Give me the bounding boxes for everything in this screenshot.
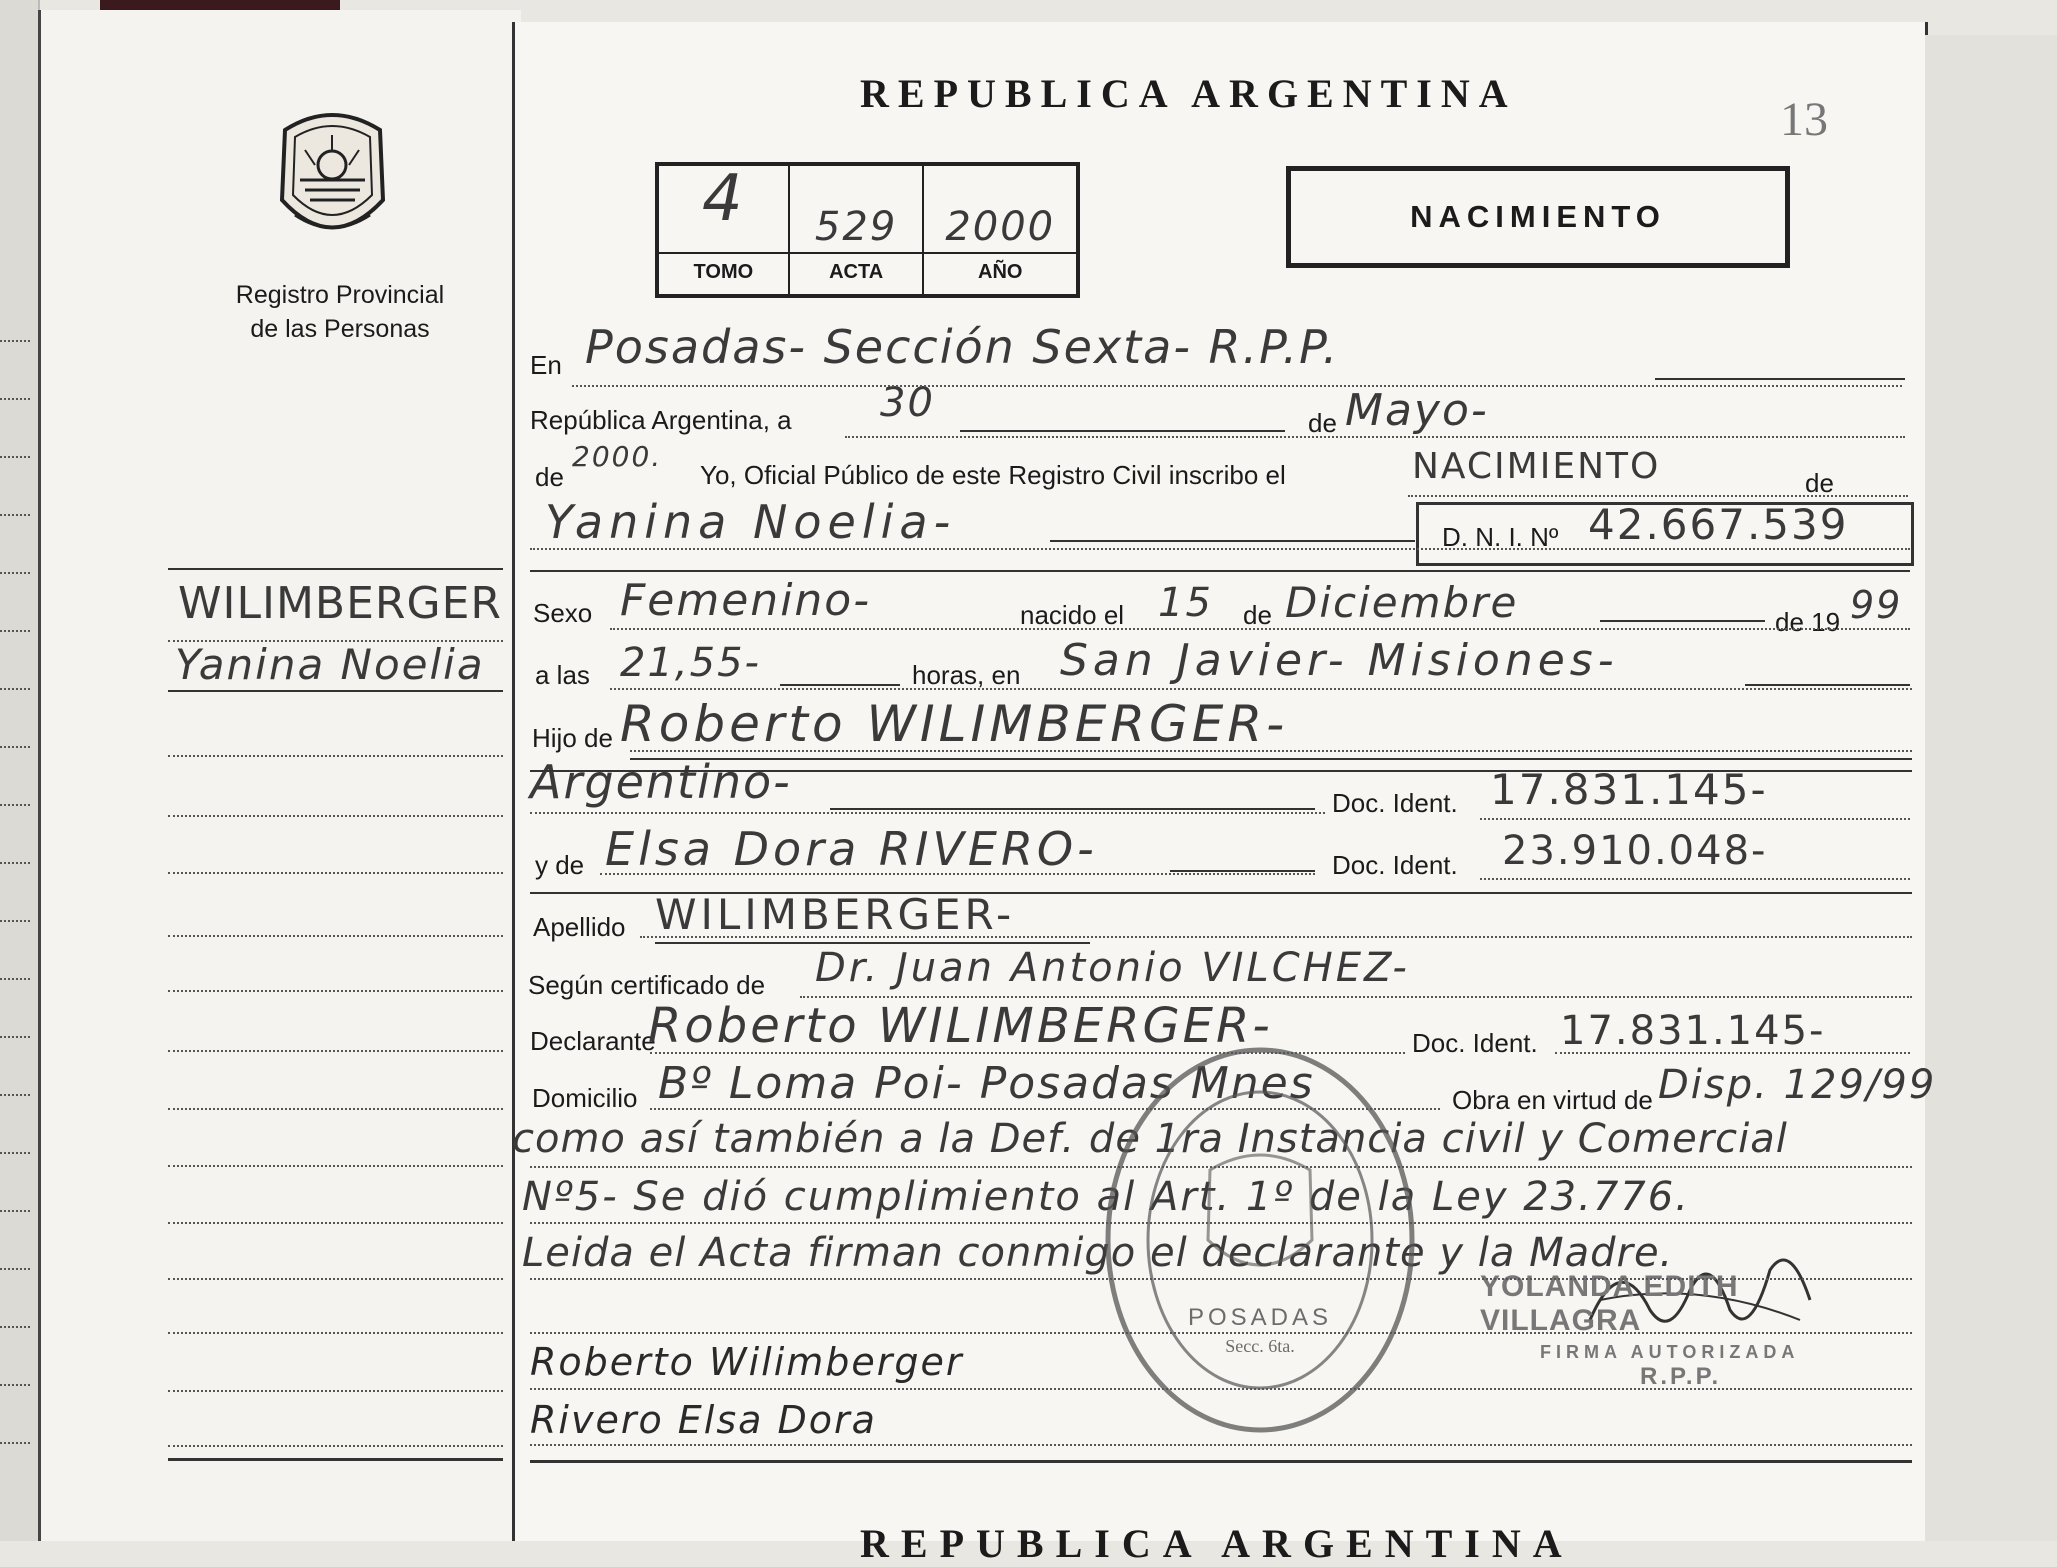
label-domicilio: Domicilio xyxy=(532,1083,638,1113)
signature-mother: Rivero Elsa Dora xyxy=(530,1398,877,1442)
entry-birth-place: San Javier- Misiones- xyxy=(1060,635,1619,686)
signature-father: Roberto Wilimberger xyxy=(530,1340,964,1384)
label-dni: D. N. I. Nº xyxy=(1442,522,1559,552)
right-page-edge xyxy=(1925,35,2057,1541)
left-page-edge xyxy=(0,0,40,1541)
entry-year: 2000. xyxy=(572,440,663,473)
note-line-3: Leida el Acta firman conmigo el declarante y la Madre. xyxy=(522,1230,1674,1276)
registry-line-1: Registro Provincial xyxy=(235,281,445,309)
label-de-19: de 19 xyxy=(1775,607,1841,637)
label-doc-ident-declarant: Doc. Ident. xyxy=(1412,1028,1538,1058)
label-en: En xyxy=(530,350,562,380)
label-republica-a: República Argentina, a xyxy=(530,405,792,435)
page-number: 13 xyxy=(1780,93,1828,146)
entry-dni: 42.667.539 xyxy=(1588,500,1849,549)
official-name: YOLANDA EDITH VILLAGRA xyxy=(1480,1270,1739,1337)
official-title: FIRMA AUTORIZADA xyxy=(1540,1342,1800,1362)
label-segun-certificado: Según certificado de xyxy=(528,970,766,1000)
label-y-de: y de xyxy=(535,850,585,880)
entry-doctor: Dr. Juan Antonio VILCHEZ- xyxy=(815,945,1410,991)
label-nacido-el: nacido el xyxy=(1020,600,1125,630)
official-stamp-block xyxy=(1480,1270,1890,1391)
label-doc-ident-father: Doc. Ident. xyxy=(1332,788,1458,818)
registry-name xyxy=(190,278,490,346)
label-apellido: Apellido xyxy=(533,912,626,942)
note-line-2: Nº5- Se dió cumplimiento al Art. 1º de la Ley 23.776. xyxy=(522,1174,1690,1220)
record-type-box: NACIMIENTO xyxy=(1286,166,1790,268)
entry-place: Posadas- Sección Sexta- R.P.P. xyxy=(585,320,1340,374)
label-de-birth-month: de xyxy=(1243,600,1272,630)
tomo-value: 4 xyxy=(702,162,745,236)
entry-sexo: Femenino- xyxy=(620,575,872,626)
entry-father: Roberto WILIMBERGER- xyxy=(620,695,1289,753)
acta-cell xyxy=(790,166,925,294)
official-stamp-icon xyxy=(1100,1040,1420,1440)
entry-declarant-doc: 17.831.145- xyxy=(1560,1008,1826,1054)
label-obra-en-virtud: Obra en virtud de xyxy=(1452,1085,1653,1115)
entry-declarant: Roberto WILIMBERGER- xyxy=(648,998,1273,1054)
entry-month: Mayo- xyxy=(1345,385,1489,436)
anio-label: AÑO xyxy=(978,261,1023,283)
stamp-city: POSADAS xyxy=(1187,1304,1333,1331)
entry-domicile: Bº Loma Poi- Posadas Mnes xyxy=(658,1058,1315,1109)
entry-event: NACIMIENTO xyxy=(1412,446,1661,487)
label-declarante: Declarante xyxy=(530,1026,656,1056)
label-hijo-de: Hijo de xyxy=(532,723,613,753)
acta-label: ACTA xyxy=(829,261,884,283)
label-yo-oficial: Yo, Oficial Público de este Registro Civil inscribo el xyxy=(700,460,1286,490)
label-de-year: de xyxy=(535,462,564,492)
entry-father-nationality: Argentino- xyxy=(530,755,792,809)
entry-birth-year: 99 xyxy=(1850,583,1903,627)
note-line-1: como así también a la Def. de 1ra Instancia civil y Comercial xyxy=(512,1116,1788,1162)
entry-birth-month: Diciembre xyxy=(1285,578,1519,627)
entry-authority: Disp. 129/99 xyxy=(1658,1062,1937,1108)
label-doc-ident-mother: Doc. Ident. xyxy=(1332,850,1458,880)
entry-mother: Elsa Dora RIVERO- xyxy=(605,822,1098,876)
entry-hour: 21,55- xyxy=(620,640,761,686)
entry-mother-doc: 23.910.048- xyxy=(1502,828,1768,874)
entry-name: Yanina Noelia- xyxy=(545,495,957,549)
stamp-section: Secc. 6ta. xyxy=(1225,1336,1295,1356)
tomo-label: TOMO xyxy=(693,261,754,283)
label-de-end: de xyxy=(1805,468,1834,498)
entry-birth-day: 15 xyxy=(1158,580,1213,626)
province-seal-icon xyxy=(265,105,400,250)
country-title: REPUBLICA ARGENTINA xyxy=(860,71,1517,116)
entry-father-doc: 17.831.145- xyxy=(1490,765,1768,814)
book-reference-box xyxy=(655,162,1080,298)
acta-value: 529 xyxy=(814,204,898,250)
anio-cell xyxy=(924,166,1076,294)
tomo-cell xyxy=(659,162,790,294)
label-de-month: de xyxy=(1308,408,1337,438)
label-a-las: a las xyxy=(535,660,590,690)
registry-line-2: de las Personas xyxy=(250,315,430,343)
label-sexo: Sexo xyxy=(533,598,593,628)
label-horas-en: horas, en xyxy=(912,660,1021,690)
margin-surname: WILIMBERGER xyxy=(178,578,502,629)
official-org: R.P.P. xyxy=(1640,1363,1722,1390)
entry-day: 30 xyxy=(880,380,935,426)
margin-given-names: Yanina Noelia xyxy=(175,640,485,689)
next-page-title: REPUBLICA ARGENTINA xyxy=(860,1521,1574,1566)
entry-surname: WILIMBERGER- xyxy=(655,890,1016,939)
anio-value: 2000 xyxy=(945,204,1056,250)
